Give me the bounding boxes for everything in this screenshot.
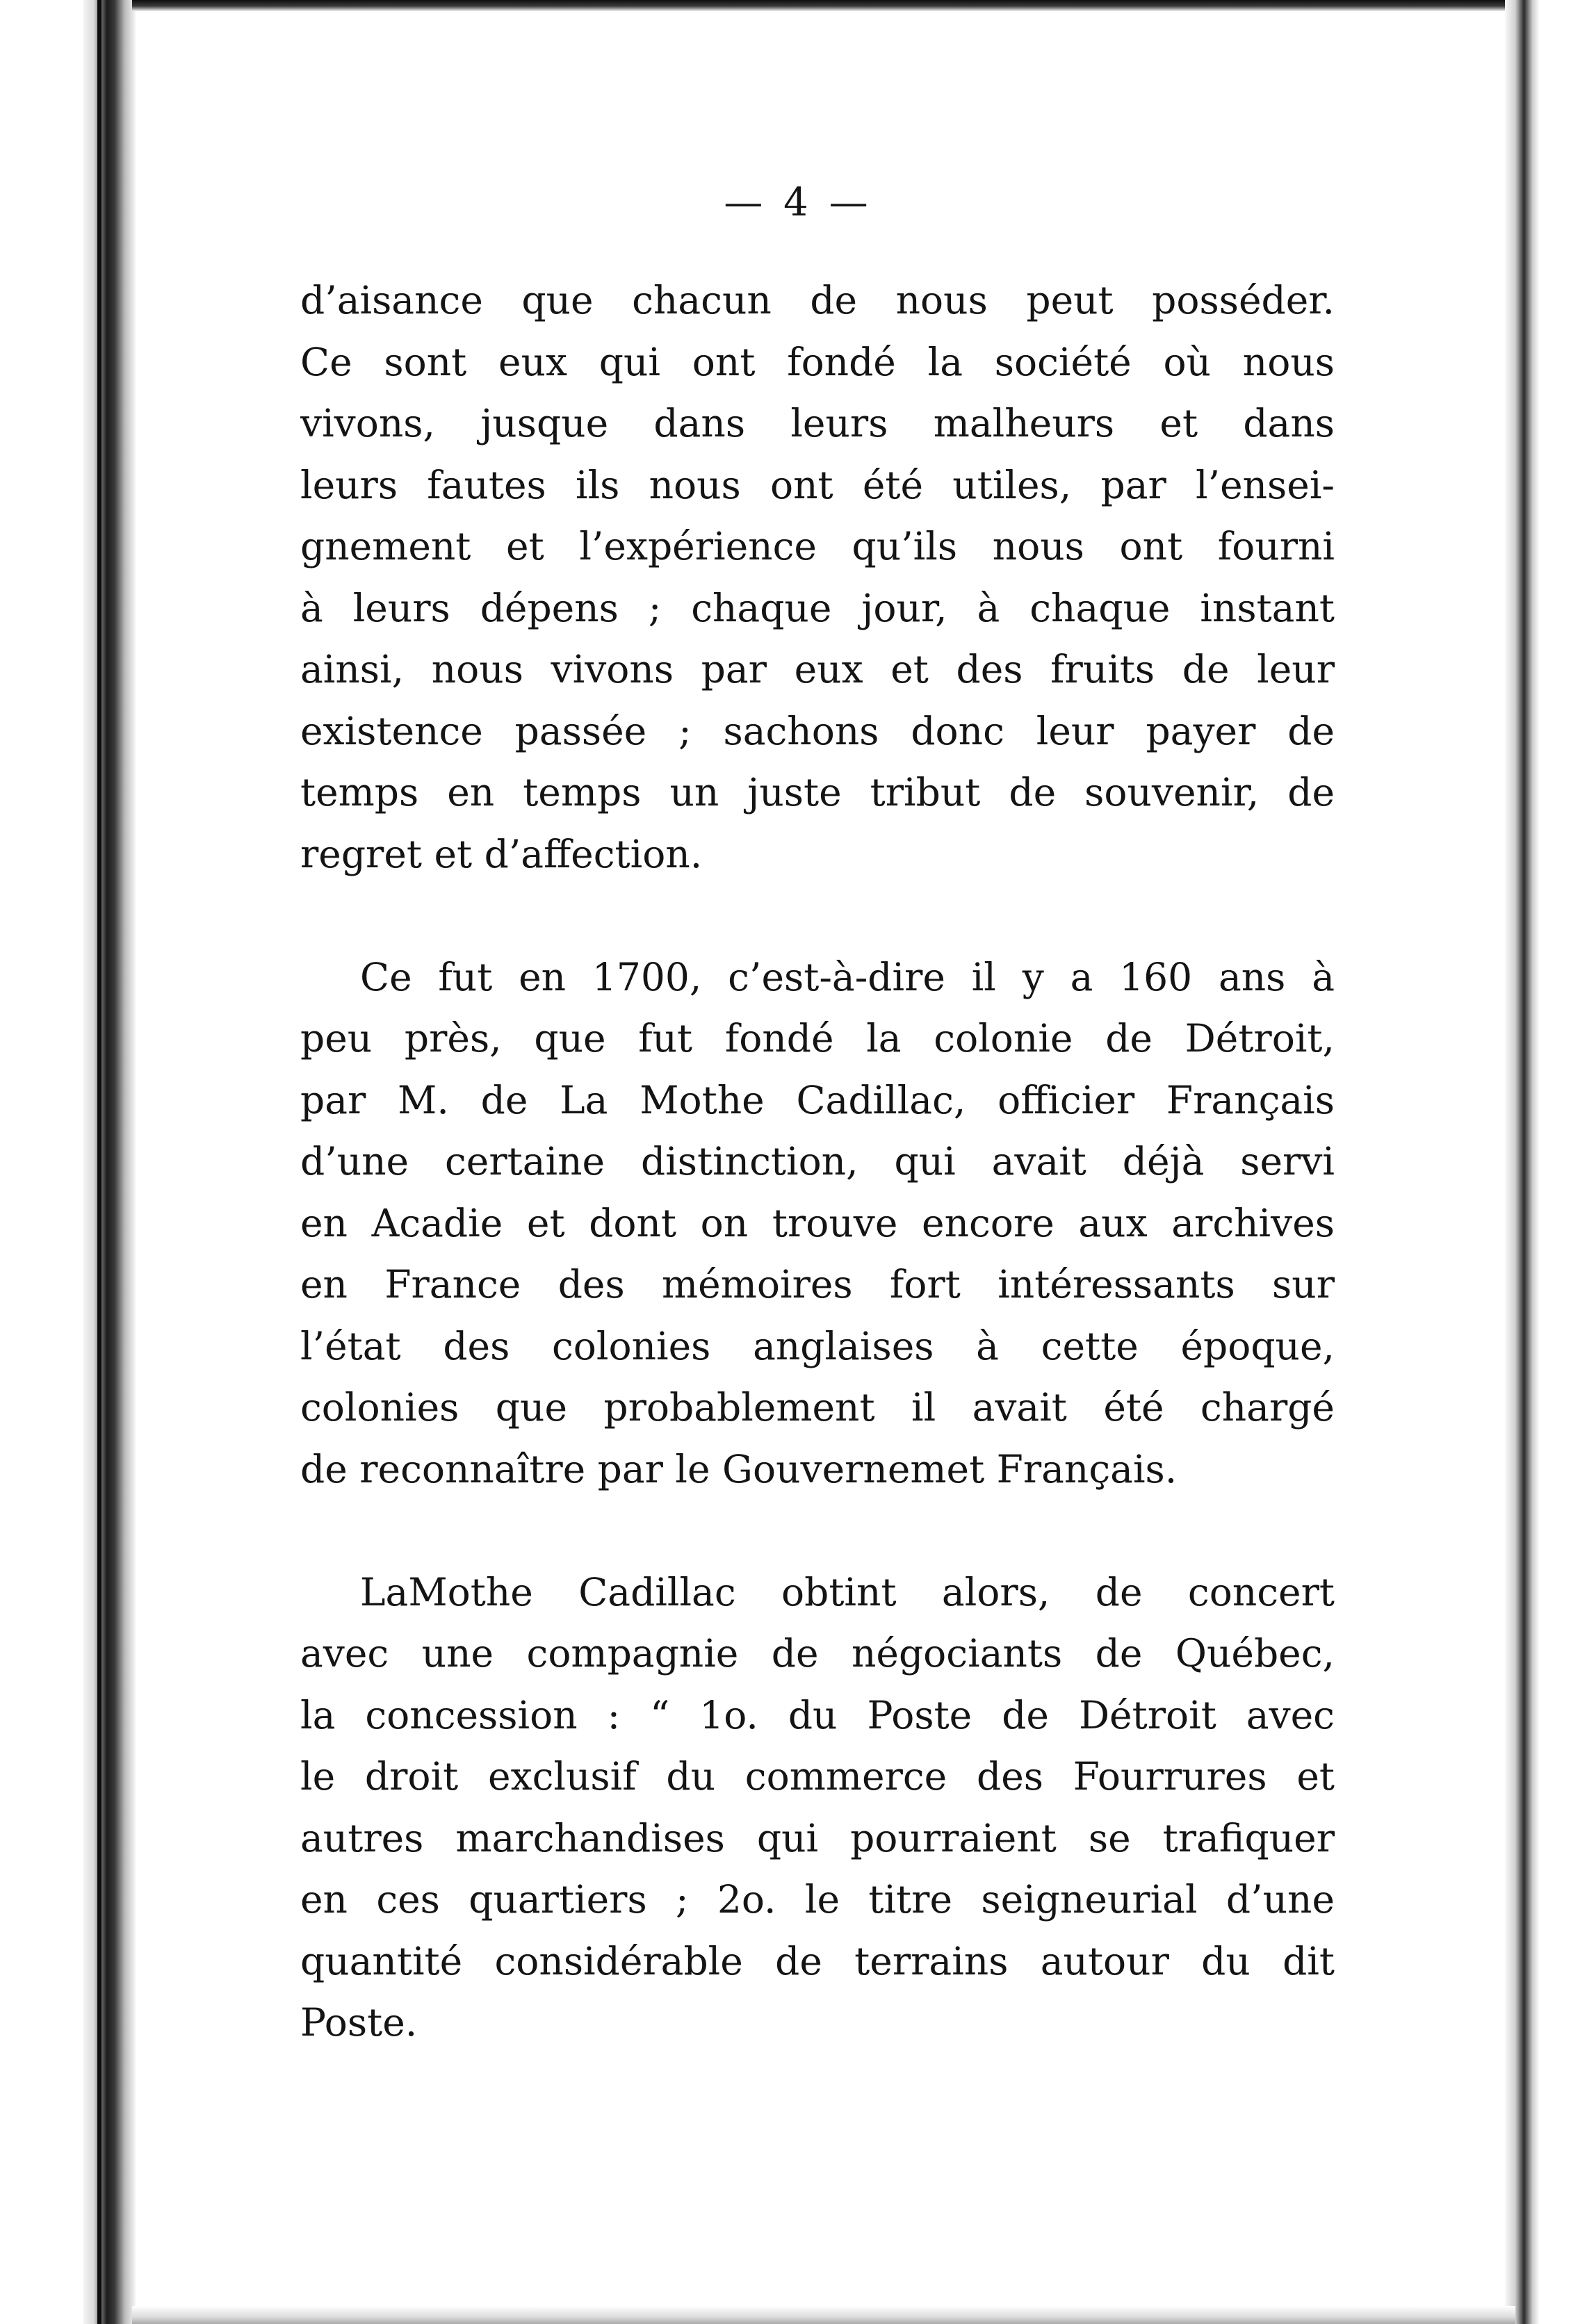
text-line: Ce fut en 1700, c’est-à-dire il y a 160 ans à bbox=[360, 954, 1335, 999]
text-line: LaMothe Cadillac obtint alors, de concert bbox=[360, 1569, 1335, 1614]
text-line: la concession : “ 1o. du Poste de Détroit avec bbox=[300, 1692, 1335, 1737]
text-line: à leurs dépens ; chaque jour, à chaque instant bbox=[300, 585, 1335, 630]
text-line: temps en temps un juste tribut de souvenir, de bbox=[300, 770, 1335, 815]
text-line: l’état des colonies anglaises à cette époque, bbox=[300, 1323, 1335, 1368]
page-edge-top bbox=[132, 0, 1515, 11]
text-line: d’aisance que chacun de nous peut posséder. bbox=[300, 278, 1335, 322]
text-line: en France des mémoires fort intéressants sur bbox=[300, 1262, 1335, 1307]
paragraph bbox=[300, 947, 1335, 1500]
text-line: avec une compagnie de négociants de Québec, bbox=[300, 1631, 1335, 1676]
text-line: leurs fautes ils nous ont été utiles, par l’ensei- bbox=[300, 462, 1335, 507]
text-line: Poste. bbox=[300, 2000, 418, 2045]
text-line: d’une certaine distinction, qui avait déjà servi bbox=[300, 1139, 1335, 1184]
text-line: peu près, que fut fondé la colonie de Détroit, bbox=[300, 1016, 1335, 1061]
text-line: autres marchandises qui pourraient se trafiquer bbox=[300, 1815, 1335, 1860]
text-line: existence passée ; sachons donc leur payer de bbox=[300, 708, 1335, 753]
page-edge-left-shadow bbox=[97, 0, 101, 2324]
paragraph bbox=[300, 1562, 1335, 2054]
text-line: de reconnaître par le Gouvernemet Français. bbox=[300, 1446, 1178, 1491]
paragraph-gap bbox=[300, 1500, 1335, 1562]
body-text bbox=[300, 270, 1335, 2054]
page-edge-left bbox=[83, 0, 136, 2324]
text-line: le droit exclusif du commerce des Fourrures et bbox=[300, 1754, 1335, 1799]
page-edge-bottom bbox=[132, 2306, 1515, 2324]
text-line: colonies que probablement il avait été chargé bbox=[300, 1385, 1335, 1430]
text-line: en Acadie et dont on trouve encore aux archives bbox=[300, 1200, 1335, 1245]
page-number: — 4 — bbox=[724, 180, 872, 225]
text-line: ainsi, nous vivons par eux et des fruits de leur bbox=[300, 647, 1335, 692]
text-line: Ce sont eux qui ont fondé la société où nous bbox=[300, 339, 1335, 384]
text-line: quantité considérable de terrains autour du dit bbox=[300, 1938, 1335, 1983]
text-line: regret et d’affection. bbox=[300, 831, 703, 876]
paragraph bbox=[300, 270, 1335, 885]
text-line: vivons, jusque dans leurs malheurs et dans bbox=[300, 401, 1335, 445]
text-line: en ces quartiers ; 2o. le titre seigneurial d’une bbox=[300, 1877, 1335, 1922]
paragraph-gap bbox=[300, 885, 1335, 947]
text-line: par M. de La Mothe Cadillac, officier Français bbox=[300, 1077, 1335, 1122]
text-line: gnement et l’expérience qu’ils nous ont fourni bbox=[300, 524, 1335, 568]
page-edge-right bbox=[1505, 0, 1540, 2324]
